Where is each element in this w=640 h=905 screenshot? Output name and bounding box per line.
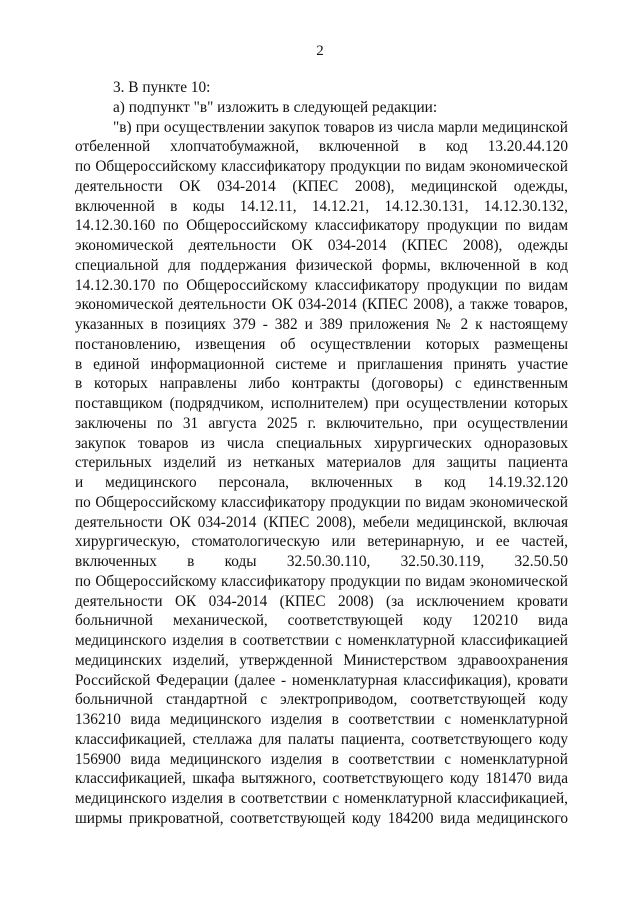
text-line: поставщиком (подрядчиком, исполнителем) при осуществлении которых <box>75 395 568 412</box>
text-line: постановлению, извещения об осуществлении которых размещены <box>75 335 568 353</box>
text-line: деятельности ОК 034-2014 (КПЕС 2008), мебели медицинской, включая <box>75 513 568 531</box>
text-line: а) подпункт "в" изложить в следующей редакции: <box>113 98 438 116</box>
text-line: медицинских изделий, утвержденной Министерством здравоохранения <box>75 651 568 669</box>
text-line: медицинского изделия в соответствии с номенклатурной классификацией <box>75 632 568 649</box>
text-line: 136210 вида медицинского изделия в соответствии с номенклатурной <box>75 711 568 728</box>
text-line: больничной стандартной с электроприводом, соответствующей коду <box>75 691 568 709</box>
text-line: ширмы прикроватной, соответствующей коду 184200 вида медицинского <box>75 809 568 827</box>
text-line: закупок товаров из числа специальных хирургических одноразовых <box>75 434 568 452</box>
text-line: отбеленной хлопчатобумажной, включенной в код 13.20.44.120 <box>75 138 568 156</box>
text-line: 14.12.30.160 по Общероссийскому классификатору продукции по видам <box>75 217 568 235</box>
text-line: экономической деятельности ОК 034-2014 (КПЕС 2008), а также товаров, <box>75 296 568 314</box>
text-line: медицинского изделия в соответствии с номенклатурной классификацией, <box>75 790 568 807</box>
text-line: по Общероссийскому классификатору продукции по видам экономической <box>75 572 568 590</box>
text-line: и медицинского персонала, включенных в код 14.19.32.120 <box>75 474 568 491</box>
text-line: классификацией, шкафа вытяжного, соответствующего коду 181470 вида <box>75 770 568 788</box>
document-body <box>75 78 568 829</box>
text-line: деятельности ОК 034-2014 (КПЕС 2008), медицинской одежды, <box>75 177 568 195</box>
text-line: в которых направлены либо контракты (договоры) с единственным <box>75 375 568 393</box>
text-line: классификацией, стеллажа для палаты пациента, соответствующего коду <box>75 730 568 748</box>
text-line: 156900 вида медицинского изделия в соответствии с номенклатурной <box>75 750 568 768</box>
text-line: по Общероссийскому классификатору продукции по видам экономической <box>75 493 568 511</box>
text-line: специальной для поддержания физической формы, включенной в код <box>75 256 568 274</box>
text-line: "в) при осуществлении закупок товаров из числа марли медицинской <box>113 118 568 136</box>
text-line: заключены по 31 августа 2025 г. включительно, при осуществлении <box>75 414 568 432</box>
text-line: включенных в коды 32.50.30.110, 32.50.30.119, 32.50.50 <box>75 553 568 570</box>
text-line: включенной в коды 14.12.11, 14.12.21, 14.12.30.131, 14.12.30.132, <box>75 197 568 215</box>
text-line: указанных в позициях 379 - 382 и 389 приложения № 2 к настоящему <box>75 316 568 333</box>
text-line: экономической деятельности ОК 034-2014 (КПЕС 2008), одежды <box>75 237 568 254</box>
text-line: 14.12.30.170 по Общероссийскому классификатору продукции по видам <box>75 276 568 294</box>
text-line: Российской Федерации (далее - номенклатурная классификация), кровати <box>75 671 568 689</box>
text-line: 3. В пункте 10: <box>113 79 211 96</box>
text-line: по Общероссийскому классификатору продукции по видам экономической <box>75 158 568 175</box>
text-line: в единой информационной системе и приглашения принять участие <box>75 355 568 373</box>
text-line: стерильных изделий из нетканых материалов для защиты пациента <box>75 454 568 472</box>
text-line: хирургическую, стоматологическую или ветеринарную, и ее частей, <box>75 533 568 551</box>
text-line: деятельности ОК 034-2014 (КПЕС 2008) (за исключением кровати <box>75 592 568 610</box>
text-line: больничной механической, соответствующей коду 120210 вида <box>75 612 568 630</box>
page-number: 2 <box>316 43 324 59</box>
